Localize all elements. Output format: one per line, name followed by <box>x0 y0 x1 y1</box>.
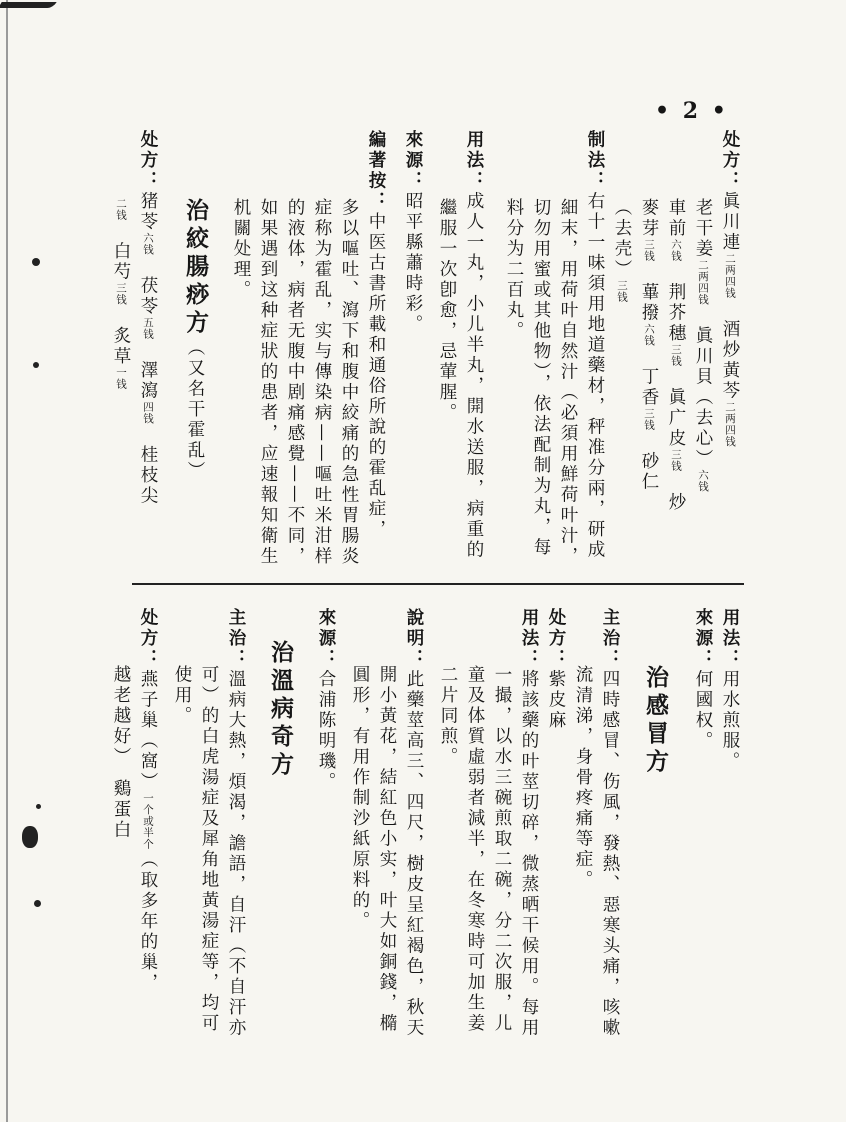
text-column <box>581 130 608 561</box>
body-text: 溫病大熱，煩渴，譫語，自汗（不自汗亦 <box>226 669 246 1039</box>
corner-ink-mark <box>0 2 57 8</box>
field-label: 主治： <box>600 608 620 670</box>
text-column <box>362 130 389 540</box>
text-column <box>335 198 362 567</box>
text-column <box>107 665 134 841</box>
body-text: 蓽撥 <box>639 262 659 324</box>
text-column <box>596 608 623 1039</box>
title-text: 治溫病奇方 <box>267 640 294 780</box>
body-text: 桂枝尖 <box>138 424 158 507</box>
text-column <box>254 198 281 567</box>
body-text: 老干姜 <box>693 198 713 260</box>
body-text: 的液体，病者无腹中剧痛感覺——不同， <box>285 198 305 567</box>
body-text: 砂仁 <box>639 431 659 493</box>
field-label: 來源： <box>403 130 423 192</box>
body-text: 燕子巢（窩） <box>138 669 158 793</box>
body-text: 圓形，有用作制沙紙原料的。 <box>350 665 370 932</box>
body-text: 繼服一次卽愈，忌葷腥。 <box>437 198 457 424</box>
body-text: 酒炒黃芩 <box>720 299 740 402</box>
text-column <box>227 198 254 301</box>
title-text: 治感冒方 <box>642 665 669 777</box>
text-column <box>716 130 743 448</box>
ink-spot <box>32 258 40 266</box>
field-label: 來源： <box>316 608 336 670</box>
dosage-note: 六钱 <box>643 323 655 347</box>
body-text: 切勿用蜜或其他物），依法配制为丸，每 <box>531 198 551 559</box>
body-text: 多以嘔吐、瀉下和腹中絞痛的急性胃腸炎 <box>339 198 359 567</box>
text-column <box>569 665 596 891</box>
body-text: 中医古書所載和通俗所說的霍乱症， <box>366 212 386 540</box>
dosage-note: 四钱 <box>142 401 154 425</box>
body-text: 澤瀉 <box>138 340 158 402</box>
body-text: 可）的白虎湯症及犀角地黃湯症等，均可 <box>199 665 219 1034</box>
dosage-note: 六钱 <box>670 239 682 262</box>
ink-spot <box>34 900 41 907</box>
body-text: 茯苓 <box>138 255 158 317</box>
dosage-note: 二两四钱 <box>697 259 709 306</box>
text-column <box>281 198 308 567</box>
body-text: 二片同煎。 <box>438 665 458 768</box>
field-label: 主治： <box>226 608 246 670</box>
dosage-note: 三钱 <box>115 282 127 306</box>
field-label: 編著按： <box>366 130 386 212</box>
text-column <box>168 665 195 727</box>
text-column <box>107 198 134 390</box>
dosage-note: 五钱 <box>142 317 154 340</box>
body-text: 童及体質虛弱者減半，在冬寒時可加生姜 <box>465 665 485 1034</box>
body-text: 何國权。 <box>693 669 713 752</box>
text-column <box>608 198 635 303</box>
text-column <box>134 608 161 994</box>
field-label: 处方： <box>138 130 158 192</box>
ink-spot <box>22 826 38 848</box>
dosage-note: 二两四钱 <box>724 253 736 299</box>
body-text: 症称为霍乱，实与傳染病——嘔吐米泔样 <box>312 198 332 567</box>
text-column <box>500 198 527 342</box>
text-column <box>635 198 662 493</box>
dosage-note: 二两四钱 <box>724 401 736 448</box>
field-label: 处方： <box>546 608 566 670</box>
body-text: 猪苓 <box>138 191 158 233</box>
field-label: 制法： <box>585 130 605 192</box>
body-text: 如果遇到这种症狀的患者，应速報知衛生 <box>258 198 278 567</box>
field-label: 处方： <box>138 608 158 670</box>
body-text: 昭平縣蕭時彩。 <box>403 191 423 335</box>
dosage-note: 三钱 <box>616 280 628 303</box>
text-column <box>373 665 400 1034</box>
field-label: 用法： <box>464 130 484 192</box>
body-text: 眞广皮 <box>666 367 686 449</box>
body-text: 用水煎服。 <box>720 669 740 772</box>
text-column <box>515 608 542 1039</box>
title-text: 治絞腸痧方 <box>182 198 209 338</box>
text-column <box>460 130 487 561</box>
dosage-note: 一钱 <box>115 367 127 390</box>
body-text: 荆芥穗 <box>666 262 686 344</box>
body-text: 此藥莖高三、四尺，樹皮呈紅褐色，秋天 <box>404 669 424 1039</box>
field-label: 用法： <box>720 608 740 670</box>
body-text: 炙草 <box>111 305 131 367</box>
section-title <box>266 640 294 780</box>
text-column <box>488 665 515 1034</box>
body-text: 一撮，以水三碗煎取二碗，分二次服，儿 <box>492 665 512 1034</box>
dosage-note: 三钱 <box>670 344 682 367</box>
dosage-note: 一个或半个 <box>142 792 154 850</box>
body-text: 細末，用荷叶自然汁（必須用鮮荷叶汁， <box>558 198 578 567</box>
body-text: （去壳） <box>612 198 632 280</box>
text-column <box>399 130 426 335</box>
body-text: 眞川連 <box>720 191 740 253</box>
body-text: 炒 <box>666 472 686 513</box>
text-column <box>434 665 461 768</box>
text-column <box>542 608 569 731</box>
text-column <box>461 665 488 1034</box>
body-text: 机關处理。 <box>231 198 251 301</box>
text-column <box>433 198 460 424</box>
page-number: • 2 • <box>655 98 729 124</box>
body-text: 使用。 <box>172 665 192 727</box>
text-column <box>134 130 161 507</box>
text-column <box>689 198 716 493</box>
text-column <box>400 608 427 1039</box>
text-column <box>554 198 581 567</box>
body-text: 越老越好） 鷄蛋白 <box>111 665 131 841</box>
section-title <box>181 198 209 482</box>
text-column <box>346 665 373 932</box>
body-text: （又名干霍乱） <box>185 338 205 482</box>
text-column <box>527 198 554 558</box>
body-text: 流清涕，身骨疼痛等症。 <box>573 665 593 891</box>
body-text: 麥芽 <box>639 198 659 239</box>
field-label: 說明： <box>404 608 424 670</box>
dosage-note: 六钱 <box>697 469 709 493</box>
body-text: 白芍 <box>111 221 131 283</box>
section-title <box>641 665 669 777</box>
field-label: 处方： <box>720 130 740 192</box>
field-label: 來源： <box>693 608 713 670</box>
body-text: 將該藥的叶莖切碎，微蒸晒干候用。每用 <box>519 669 539 1039</box>
body-text: 眞川貝（去心） <box>693 305 713 470</box>
dosage-note: 三钱 <box>643 239 655 262</box>
ink-spot <box>33 362 39 368</box>
field-label: 用法： <box>519 608 539 670</box>
text-column <box>222 608 249 1039</box>
body-text: 丁香 <box>639 346 659 408</box>
dosage-note: 三钱 <box>643 408 655 431</box>
body-text: 料分为二百丸。 <box>504 198 524 342</box>
text-column <box>716 608 743 772</box>
section-divider <box>132 583 744 585</box>
body-text: 開小黃花，結紅色小实，叶大如銅錢，橢 <box>377 665 397 1034</box>
text-column <box>312 608 339 793</box>
body-text: 四時感冒、伤風，發熱、惡寒头痛，咳嗽 <box>600 669 620 1039</box>
body-text: 紫皮麻 <box>546 669 566 731</box>
body-text: 車前 <box>666 198 686 239</box>
text-column <box>308 198 335 567</box>
dosage-note: 二钱 <box>115 198 127 221</box>
dosage-note: 三钱 <box>670 449 682 472</box>
dosage-note: 六钱 <box>142 232 154 256</box>
text-column <box>195 665 222 1034</box>
body-text: 右十一味須用地道藥材，秤准分兩，研成 <box>585 191 605 561</box>
text-column <box>689 608 716 752</box>
text-column <box>662 198 689 513</box>
body-text: 合浦陈明璣。 <box>316 669 336 793</box>
ink-spot <box>36 804 41 809</box>
body-text: （取多年的巢， <box>138 850 158 994</box>
body-text: 成人一丸，小儿半丸，開水送服，病重的 <box>464 191 484 561</box>
page-left-edge <box>6 0 8 1122</box>
